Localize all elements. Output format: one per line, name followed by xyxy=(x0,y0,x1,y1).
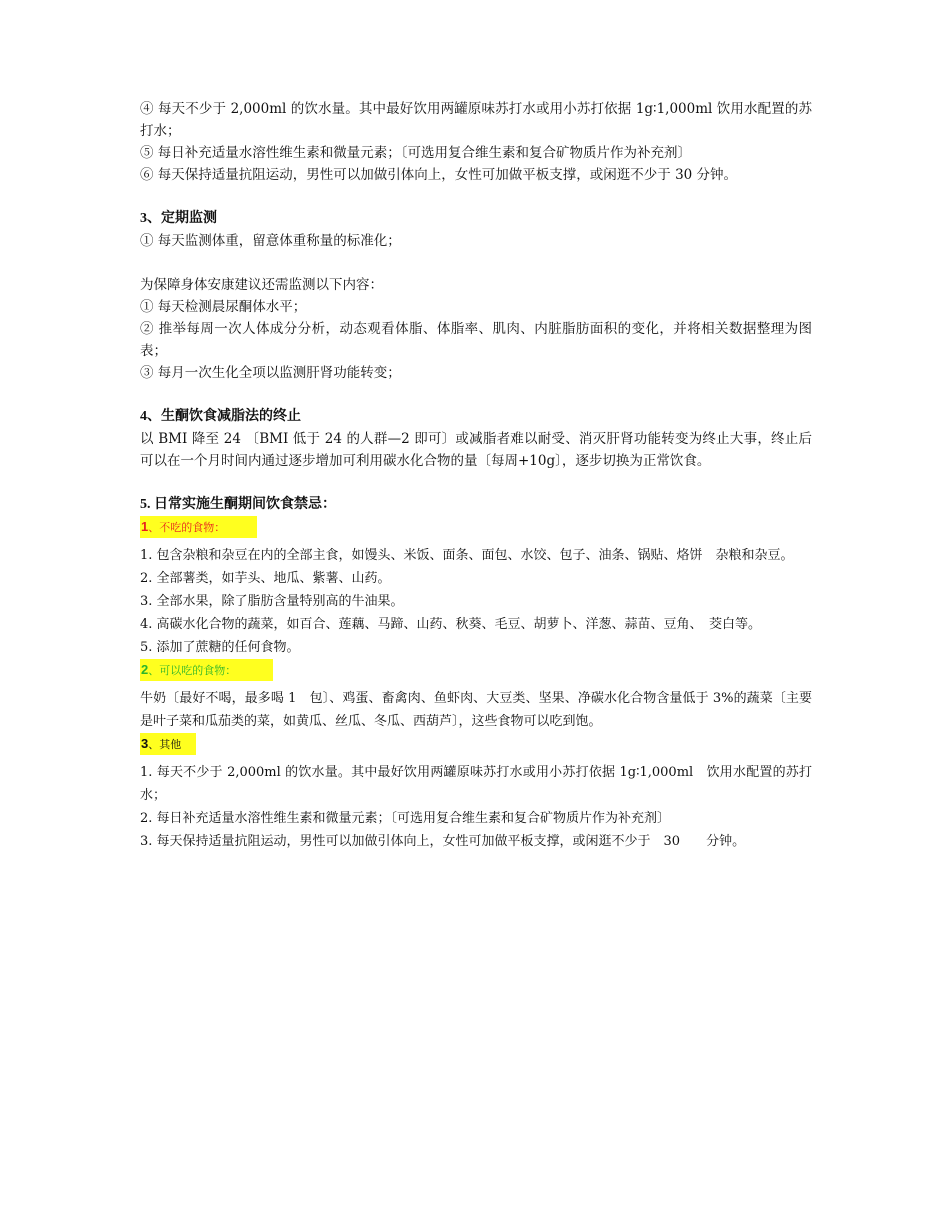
monitor-intro: 为保障身体安康建议还需监测以下内容： xyxy=(140,277,383,293)
label-number: 3 xyxy=(141,736,149,751)
paragraph-exercise: ⑥ 每天保持适量抗阻运动，男性可以加做引体向上，女性可加做平板支撑，或闲逛不少于 30 分钟。 xyxy=(140,167,738,183)
termination-body: 以 BMI 降至 24 〔BMI 低于 24 的人群—2 即可〕或减脂者难以耐受、消灭肝肾功能转变为终止大事，终止后可以在一个月时间内通过逐步增加可利用碳水化合物的量〔每周+10g〕，逐步切换为正常饮食。 xyxy=(140,431,812,469)
list-item: 2. 每日补充适量水溶性维生素和微量元素；〔可选用复合维生素和复合矿物质片作为补充剂〕 xyxy=(140,811,671,826)
highlight-label-can-eat xyxy=(140,659,273,681)
monitor-item: ① 每天检测晨尿酮体水平； xyxy=(140,299,307,315)
paragraph-water: ④ 每天不少于 2,000ml 的饮水量。其中最好饮用两罐原味苏打水或用小苏打依据 1g∶1,000ml 饮用水配置的苏打水； xyxy=(140,101,812,139)
list-item: 1. 每天不少于 2,000ml 的饮水量。其中最好饮用两罐原味苏打水或用小苏打依据 1g∶1,000ml 饮用水配置的苏打水； xyxy=(140,765,812,803)
document-body xyxy=(140,98,812,853)
label-text: 、不吃的食物： xyxy=(148,522,226,534)
label-number: 1 xyxy=(141,519,149,534)
list-item: 1. 包含杂粮和杂豆在内的全部主食，如馒头、米饭、面条、面包、水饺、包子、油条、锅贴、烙饼 杂粮和杂豆。 xyxy=(140,548,794,563)
label-number: 2 xyxy=(141,662,149,677)
list-item: 2. 全部薯类，如芋头、地瓜、紫薯、山药。 xyxy=(140,571,391,586)
monitor-weight: ① 每天监测体重，留意体重称量的标准化； xyxy=(140,233,401,249)
list-item: 3. 每天保持适量抗阻运动，男性可以加做引体向上，女性可加做平板支撑，或闲逛不少于 30 分钟。 xyxy=(140,834,746,849)
monitor-item: ② 推举每周一次人体成分分析，动态观看体脂、体脂率、肌肉、内脏脂肪面积的变化，并将相关数据整理为图表； xyxy=(140,321,812,359)
highlight-label-other xyxy=(140,733,196,755)
list-item: 5. 添加了蔗糖的任何食物。 xyxy=(140,640,300,655)
list-item: 4. 高碳水化合物的蔬菜，如百合、莲藕、马蹄、山药、秋葵、毛豆、胡萝卜、洋葱、蒜苗、豆角、 茭白等。 xyxy=(140,617,762,632)
paragraph-vitamins: ⑤ 每日补充适量水溶性维生素和微量元素；〔可选用复合维生素和复合矿物质片作为补充剂〕 xyxy=(140,145,692,161)
section-heading-monitoring: 3、定期监测 xyxy=(140,211,217,226)
highlight-label-no-eat xyxy=(140,516,257,538)
can-eat-paragraph: 牛奶〔最好不喝，最多喝 1 包〕、鸡蛋、畜禽肉、鱼虾肉、大豆类、坚果、净碳水化合物含量低于 3%的蔬菜〔主要是叶子菜和瓜茄类的菜，如黄瓜、丝瓜、冬瓜、西葫芦〕，这些食物可以吃到饱。 xyxy=(140,691,812,729)
list-item: 3. 全部水果，除了脂肪含量特别高的牛油果。 xyxy=(140,594,404,609)
section-heading-termination: 4、生酮饮食减脂法的终止 xyxy=(140,409,301,424)
section-heading-taboos: 5. 日常实施生酮期间饮食禁忌： xyxy=(140,497,336,512)
label-text: 、其他 xyxy=(148,739,182,751)
monitor-item: ③ 每月一次生化全项以监测肝肾功能转变； xyxy=(140,365,401,381)
label-text: 、可以吃的食物： xyxy=(148,665,237,677)
